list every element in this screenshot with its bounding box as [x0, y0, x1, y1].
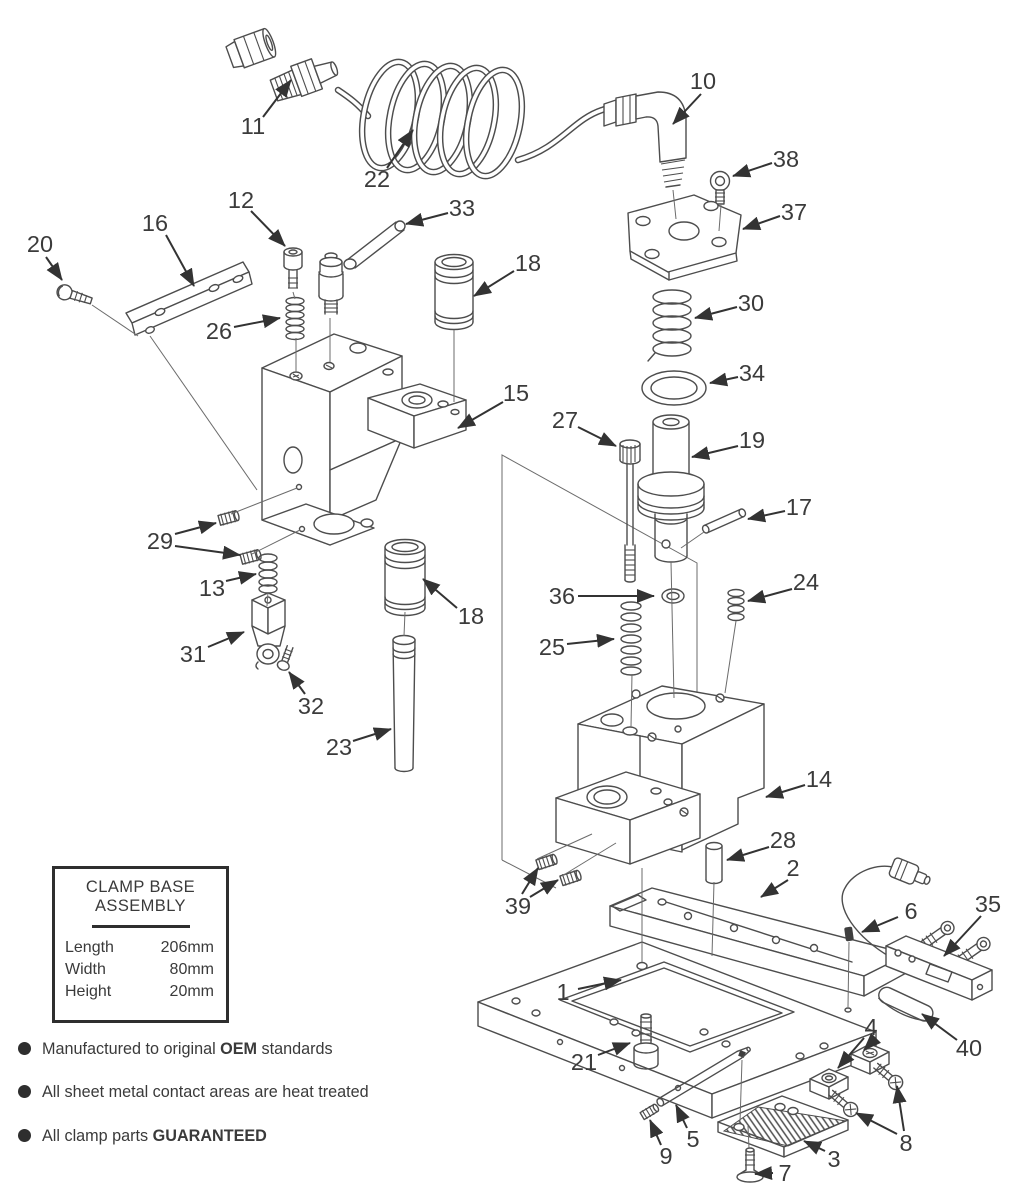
callout-label-8: 8	[899, 1130, 913, 1156]
spec-value: 80mm	[169, 960, 214, 978]
callout-label-26: 26	[205, 318, 233, 344]
callout-arrow-31	[208, 632, 244, 647]
part-40-pad	[875, 985, 935, 1026]
part-37-top-plate	[628, 195, 741, 280]
part-31-roller-block	[252, 593, 285, 669]
callout-label-19: 19	[738, 427, 766, 453]
callout-arrow-14	[766, 785, 805, 797]
callout-label-21: 21	[570, 1049, 598, 1075]
callout-arrow-29	[175, 546, 240, 555]
callout-label-3: 3	[827, 1146, 841, 1172]
callout-arrow-18	[423, 579, 457, 608]
spec-label: Length	[65, 938, 114, 956]
callout-label-32: 32	[297, 693, 325, 719]
callout-label-18: 18	[457, 603, 485, 629]
callout-label-31: 31	[179, 641, 207, 667]
callout-label-35: 35	[974, 891, 1002, 917]
callout-arrow-6	[862, 917, 898, 932]
callout-label-36: 36	[548, 583, 576, 609]
part-26-spring	[286, 298, 304, 340]
callout-arrow-33	[406, 213, 448, 224]
callout-label-6: 6	[904, 898, 918, 924]
part-17-pin	[701, 508, 746, 534]
part-34-o-ring	[642, 371, 706, 405]
callout-label-5: 5	[686, 1126, 700, 1152]
part-19-piston	[638, 415, 704, 562]
spec-row-width	[55, 959, 226, 981]
callout-label-20: 20	[26, 231, 54, 257]
spec-label: Width	[65, 960, 106, 978]
callout-arrow-27	[578, 427, 616, 446]
spec-value: 20mm	[169, 982, 214, 1000]
part-10-elbow-fitting	[604, 92, 686, 187]
callout-arrow-12	[251, 211, 285, 246]
callout-label-4: 4	[864, 1014, 878, 1040]
callout-label-29: 29	[146, 528, 174, 554]
callout-arrow-17	[748, 511, 785, 519]
callout-label-23: 23	[325, 734, 353, 760]
part-32-screw	[276, 645, 296, 672]
callout-label-9: 9	[659, 1143, 673, 1169]
callout-arrow-32	[289, 672, 305, 694]
callout-arrow-29	[175, 523, 216, 534]
callout-arrow-18	[474, 271, 514, 296]
callout-arrow-13	[226, 574, 256, 581]
callout-arrow-7	[755, 1173, 773, 1174]
callout-label-1: 1	[556, 979, 570, 1005]
callout-arrow-9	[650, 1120, 661, 1145]
part-20-screw	[55, 283, 93, 308]
callout-label-40: 40	[955, 1035, 983, 1061]
callout-label-30: 30	[737, 290, 765, 316]
callout-arrow-23	[353, 729, 391, 741]
bullet-heat-treated: All sheet metal contact areas are heat treated	[18, 1083, 369, 1102]
part-11-hose-fitting	[225, 27, 342, 104]
spec-row-length	[55, 937, 226, 959]
part-15-upper-body	[262, 334, 466, 545]
callout-arrow-5	[676, 1105, 687, 1128]
part-24-spring	[728, 590, 744, 621]
callout-label-38: 38	[772, 146, 800, 172]
part-27-bolt	[620, 440, 640, 582]
callout-label-33: 33	[448, 195, 476, 221]
callout-arrow-20	[46, 257, 62, 280]
part-13-spring	[259, 554, 277, 593]
callout-label-18: 18	[514, 250, 542, 276]
callout-arrow-16	[166, 235, 194, 286]
callout-arrow-28	[727, 847, 769, 860]
callout-arrow-30	[695, 307, 737, 318]
bullet-guaranteed: All clamp parts GUARANTEED	[18, 1127, 267, 1146]
spec-label: Height	[65, 982, 112, 1000]
callout-arrow-34	[710, 377, 738, 383]
part-28-pin	[706, 843, 722, 884]
callout-label-25: 25	[538, 634, 566, 660]
part-7-screw	[737, 1148, 763, 1182]
callout-label-11: 11	[240, 113, 266, 139]
callout-arrow-24	[748, 589, 792, 601]
callout-label-34: 34	[738, 360, 766, 386]
part-9-set-screw	[640, 1103, 661, 1121]
callout-label-10: 10	[689, 68, 717, 94]
spec-row-height	[55, 981, 226, 1003]
part-18-cylinder-upper	[435, 255, 473, 330]
part-23-rod	[393, 636, 415, 772]
callout-label-14: 14	[805, 766, 833, 792]
info-box-divider	[92, 925, 190, 928]
part-36-o-ring	[662, 589, 684, 603]
callout-arrow-19	[692, 446, 738, 457]
part-22-coiled-hose	[338, 57, 622, 181]
callout-label-22: 22	[363, 166, 391, 192]
callout-label-16: 16	[141, 210, 169, 236]
part-14-lower-body	[556, 686, 764, 864]
part-12-screw	[284, 248, 302, 288]
callout-arrow-25	[567, 639, 614, 644]
callout-arrow-26	[234, 318, 280, 327]
part-35-sensor-bar	[886, 919, 993, 1000]
part-38-screw	[711, 172, 730, 205]
callout-arrow-2	[761, 880, 788, 897]
bullet-icon	[18, 1129, 31, 1142]
part-16-strip	[126, 262, 252, 335]
part-25-spring	[621, 602, 641, 675]
callout-label-24: 24	[792, 569, 820, 595]
callout-arrow-39	[530, 880, 558, 897]
clamp-base-assembly-info-box	[52, 866, 229, 1023]
callout-label-12: 12	[227, 187, 255, 213]
callout-label-37: 37	[780, 199, 808, 225]
callout-label-28: 28	[769, 827, 797, 853]
callout-label-13: 13	[198, 575, 226, 601]
bullet-oem-standards: Manufactured to original OEM standards	[18, 1040, 333, 1059]
callout-arrow-37	[743, 216, 780, 229]
callout-label-27: 27	[551, 407, 579, 433]
bullet-icon	[18, 1042, 31, 1055]
callout-arrow-40	[922, 1014, 957, 1040]
spec-value: 206mm	[160, 938, 214, 956]
callout-label-2: 2	[786, 855, 800, 881]
callout-arrow-8	[856, 1113, 897, 1134]
bullet-icon	[18, 1085, 31, 1098]
part-29-set-screws	[218, 509, 262, 565]
callout-arrow-38	[733, 163, 772, 176]
callout-label-17: 17	[785, 494, 813, 520]
callout-label-7: 7	[778, 1160, 792, 1186]
callout-arrow-8	[897, 1086, 904, 1131]
part-18-cylinder-lower	[385, 540, 425, 616]
callout-label-15: 15	[502, 380, 530, 406]
info-box-title: CLAMP BASE ASSEMBLY	[85, 878, 196, 916]
callout-label-39: 39	[504, 893, 532, 919]
part-30-spring	[648, 290, 691, 361]
part-33-lever-valve	[319, 221, 405, 314]
